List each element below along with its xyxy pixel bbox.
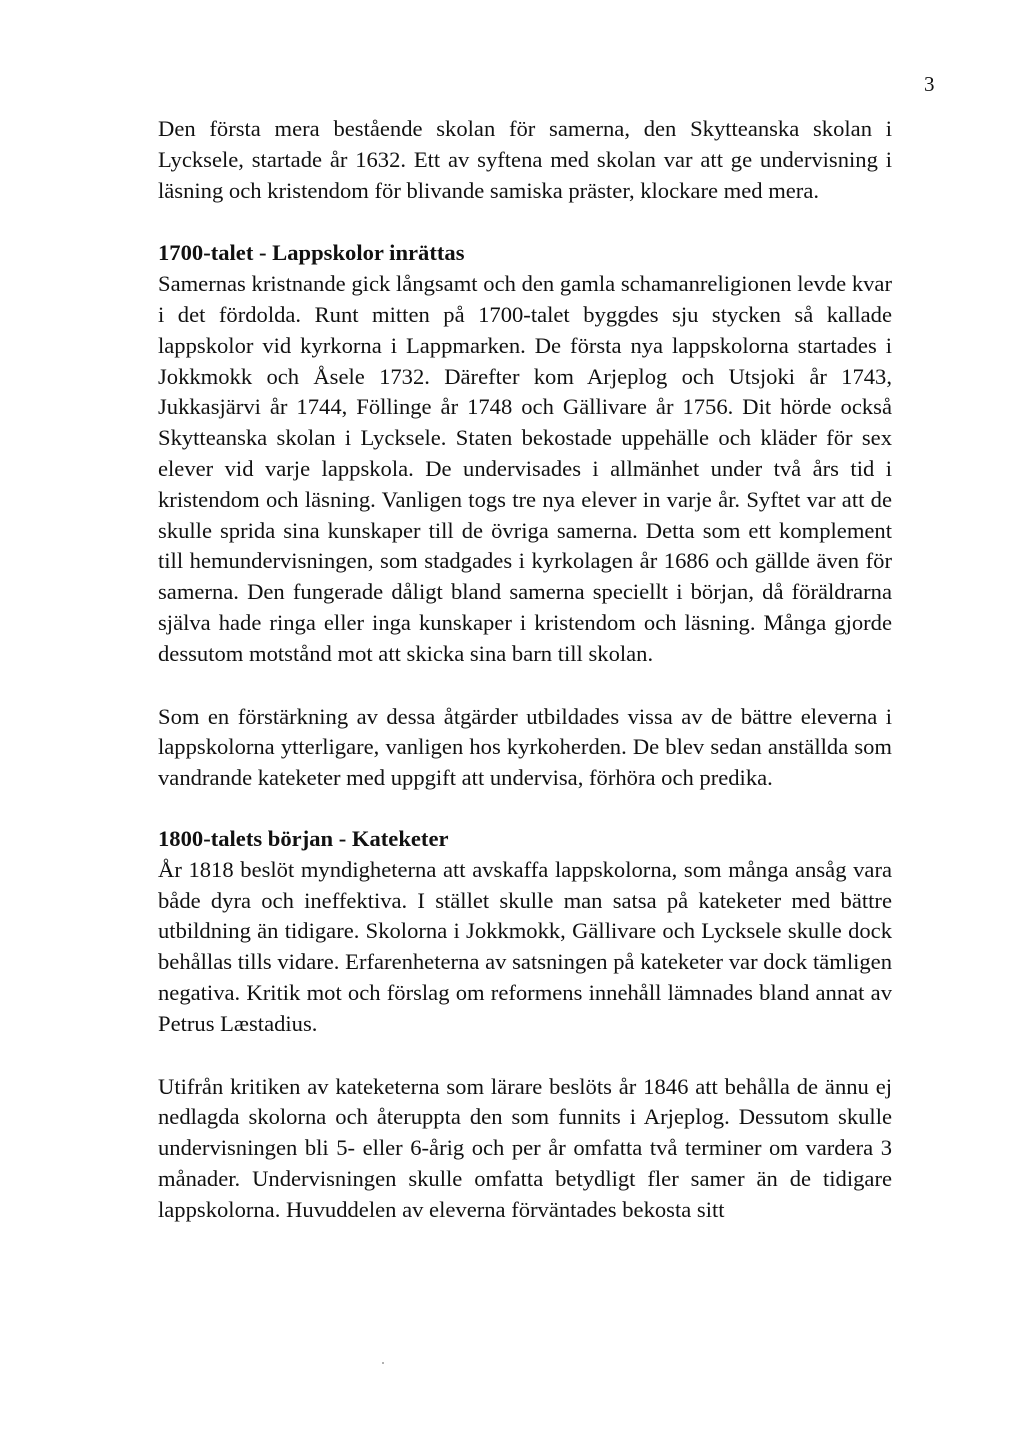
paragraph-text: Utifrån kritiken av kateketerna som lärare beslöts år 1846 att behålla de ännu ej nedlagda skolorna och återuppta den som funnits i Arjeplog. Dessutom skulle undervisningen bli 5- eller 6-årig och per år omfatta två terminer om vardera 3 månader. Undervisningen skulle omfatta betydligt fler samer än de tidigare lappskolorna. Huvuddelen av eleverna förväntades bekosta sitt [158,1073,892,1222]
section-heading: 1800-talets början - Kateketer [158,825,449,851]
scan-speck [382,1362,384,1364]
paragraph-text: Samernas kristnande gick långsamt och den gamla schamanreligionen levde kvar i det fördolda. Runt mitten på 1700-talet byggdes sju stycken så kallade lappskolor vid kyrkorna i Lappmarken. De första nya lappskolorna startades i Jokkmokk och Åsele 1732. Därefter kom Arjeplog och Utsjoki år 1743, Jukkasjärvi år 1744, Föllinge år 1748 och Gällivare år 1756. Dit hörde också Skytteanska skolan i Lycksele. Staten bekostade uppehälle och kläder för sex elever vid varje lappskola. De undervisades i allmänhet under två års tid i kristendom och läsning. Vanligen togs tre nya elever in varje år. Syftet var att de skulle sprida sina kunskaper till de övriga samerna. Detta som ett komplement till hemundervisningen, som stadgades i kyrkolagen år 1686 och gällde även för samerna. Den fungerade dåligt bland samerna speciellt i början, då föräldrarna själva hade ringa eller inga kunskaper i kristendom och läsning. Många gjorde dessutom motstånd mot att skicka sina barn till skolan. [158,271,892,666]
paragraph-text: År 1818 beslöt myndigheterna att avskaffa lappskolorna, som många ansåg vara både dyra och ineffektiva. I stället skulle man satsa på kateketer med bättre utbildning än tidigare. Skolorna i Jokkmokk, Gällivare och Lycksele skulle dock behållas tills vidare. Erfarenheterna av satsningen på kateketer var dock tämligen negativa. Kritik mot och förslag om reformens innehåll lämnades bland annat av Petrus Læstadius. [158,856,892,1036]
paragraph-forstarkning [158,702,892,794]
section-1700-talet [158,238,892,669]
paragraph-skytteanska-skolan [158,114,892,206]
document-body [158,114,892,1226]
paragraph-text: Den första mera bestående skolan för samerna, den Skytteanska skolan i Lycksele, startade år 1632. Ett av syftena med skolan var att ge undervisning i läsning och kristendom för blivande samiska präster, klockare med mera. [158,116,892,203]
paragraph-text: Som en förstärkning av dessa åtgärder utbildades vissa av de bättre eleverna i lappskolorna ytterligare, vanligen hos kyrkoherden. De blev sedan anställda som vandrande kateketer med uppgift att undervisa, förhöra och predika. [158,703,892,791]
section-1800-talets-borjan [158,824,892,1040]
paragraph-utifran-kritiken [158,1072,892,1226]
section-heading: 1700-talet - Lappskolor inrättas [158,240,465,266]
page-number: 3 [924,72,935,96]
